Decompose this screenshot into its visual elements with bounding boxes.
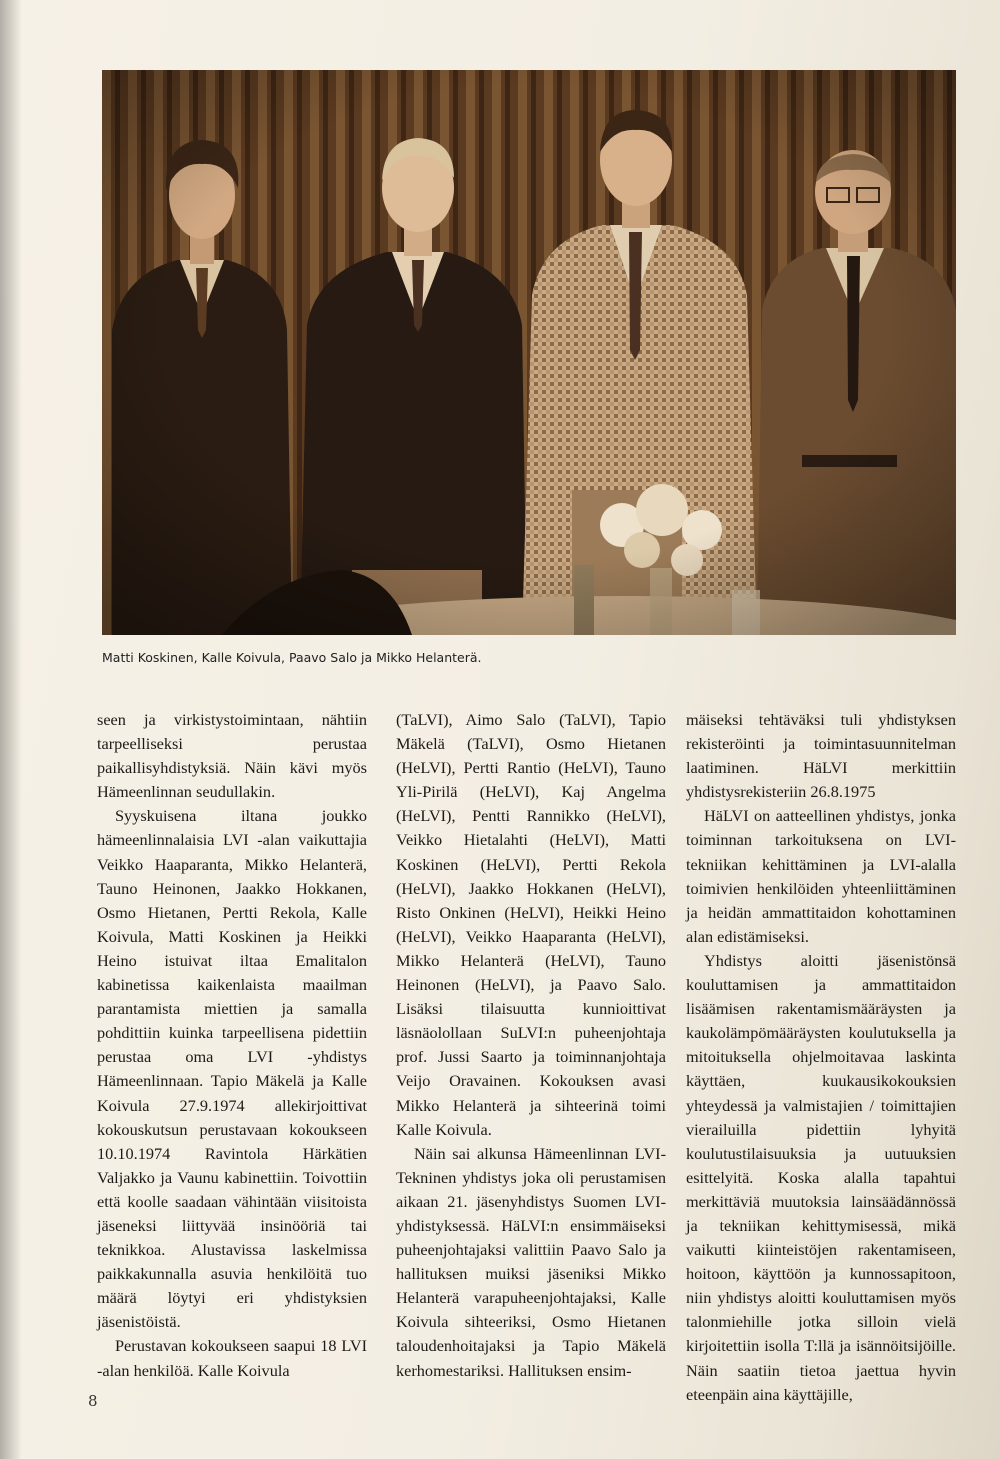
photo-caption: Matti Koskinen, Kalle Koivula, Paavo Salo ja Mikko Helanterä. [102,650,482,665]
paragraph: (TaLVI), Aimo Salo (TaLVI), Tapio Mäkelä (TaLVI), Osmo Hietanen (HeLVI), Pertti Rantio (HeLVI), Tauno Yli-Pirilä (HeLVI), Kaj Angelma (HeLVI), Pentti Rannikko (HeLVI), Veikko Hietalahti (HeLVI), Matti Koskinen (HeLVI), Pertti Rekola (HeLVI), Jaakko Hokkanen (HeLVI), Risto Onkinen (HeLVI), Heikki Heino (HeLVI), Veikko Haaparanta (HeLVI), Mikko Helanterä (HeLVI), Tauno Heinonen (HeLVI), ja Paavo Salo. Lisäksi tilaisuutta kunnioittivat läsnäolollaan SuLVI:n puheenjohtaja prof. Jussi Saarto ja toiminnanjohtaja Veijo Oravainen. Kokouksen avasi Mikko Helanterä ja sihteerinä toimi Kalle Koivula. [396,710,666,1139]
paragraph: seen ja virkistystoimintaan, nähtiin tarpeelliseksi perustaa paikallisyhdistyksiä. Näin kävi myös Hämeenlinnan seudullakin. [97,710,367,802]
paragraph: mäiseksi tehtäväksi tuli yhdistyksen rekisteröinti ja toimintasuunnitelman laatiminen. HäLVI merkittiin yhdistysrekisteriin 26.8.1975 [686,710,956,802]
paragraph: Syyskuisena iltana joukko hämeenlinnalaisia LVI -alan vaikuttajia Veikko Haaparanta, Mikko Helanterä, Tauno Heinonen, Jaakko Hokkanen, Osmo Hietanen, Pertti Rekola, Kalle Koivula, Matti Koskinen ja Heikki Heino istuivat iltaa Emalitalon kabinetissa kaikenlaista maailman parantamista miettien ja samalla pohdittiin kuinka tarpeellisena pidettiin perustaa oma LVI -yhdistys Hämeenlinnaan. Tapio Mäkelä ja Kalle Koivula 27.9.1974 allekirjoittivat kokouskutsun perustavaan kokoukseen 10.10.1974 Ravintola Härkätien Valjakko ja Vaunu kabinettiin. Toivottiin että koolle saadaan vähintään viisitoista jäseneksi liittyvää insinööriä tai teknikkoa. Alustavissa laskelmissa paikkakunnalla asuvia henkilöitä tuo määrä löytyi eri yhdistyksien jäsenistöistä. [97,806,367,1332]
text-column-1 [97,708,367,1383]
page-number: 8 [88,1392,98,1410]
paragraph: HäLVI on aatteellinen yhdistys, jonka toiminnan tarkoituksena on LVI- tekniikan kehittäminen ja LVI-alalla toimivien henkilöiden yhteenliittäminen ja heidän ammattitaidon kohottaminen alan edistämiseksi. [686,806,956,946]
photo-illustration [102,70,956,635]
text-column-3 [686,708,956,1407]
paragraph: Yhdistys aloitti jäsenistönsä kouluttamisen ja ammattitaidon lisäämisen rakentamismääräysten ja kaukolämpömääräysten koulutuksella ja mitoituksella ohjelmoitavaa laskinta käyttäen, kuukausikokouksien yhteydessä ja valmistajien / toimittajien vierailuilla pidettiin lyhyitä koulutustilaisuuksia ja uutuuksien esittelyitä. Koska alalla tapahtui merkittäviä muutoksia lainsäädännössä ja tekniikan kehittymisessä, mikä vaikutti kiinteistöjen rakentamiseen, hoitoon, käyttöön ja kunnossapitoon, niin yhdistys aloitti kouluttamisen myös talonmiehille jotka silloin vielä kirjoitettiin isolla T:llä ja isännöitsijöille. Näin saatiin tietoa jaettua hyvin eteenpäin aina käyttäjille, [686,950,956,1404]
group-photo [102,70,956,635]
text-column-2 [396,708,666,1383]
page-gutter-shadow [0,0,22,1459]
paragraph: Perustavan kokoukseen saapui 18 LVI -alan henkilöä. Kalle Koivula [97,1336,367,1380]
paragraph: Näin sai alkunsa Hämeenlinnan LVI-Tekninen yhdistys joka oli perustamisen aikaan 21. jäsenyhdistys Suomen LVI-yhdistyksessä. HäLVI:n ensimmäiseksi puheenjohtajaksi valittiin Paavo Salo ja hallituksen muiksi jäseniksi Mikko Helanterä varapuheenjohtajaksi, Kalle Koivula sihteeriksi, Osmo Hietanen taloudenhoitajaksi ja Tapio Mäkelä kerhomestariksi. Hallituksen ensim- [396,1143,666,1380]
